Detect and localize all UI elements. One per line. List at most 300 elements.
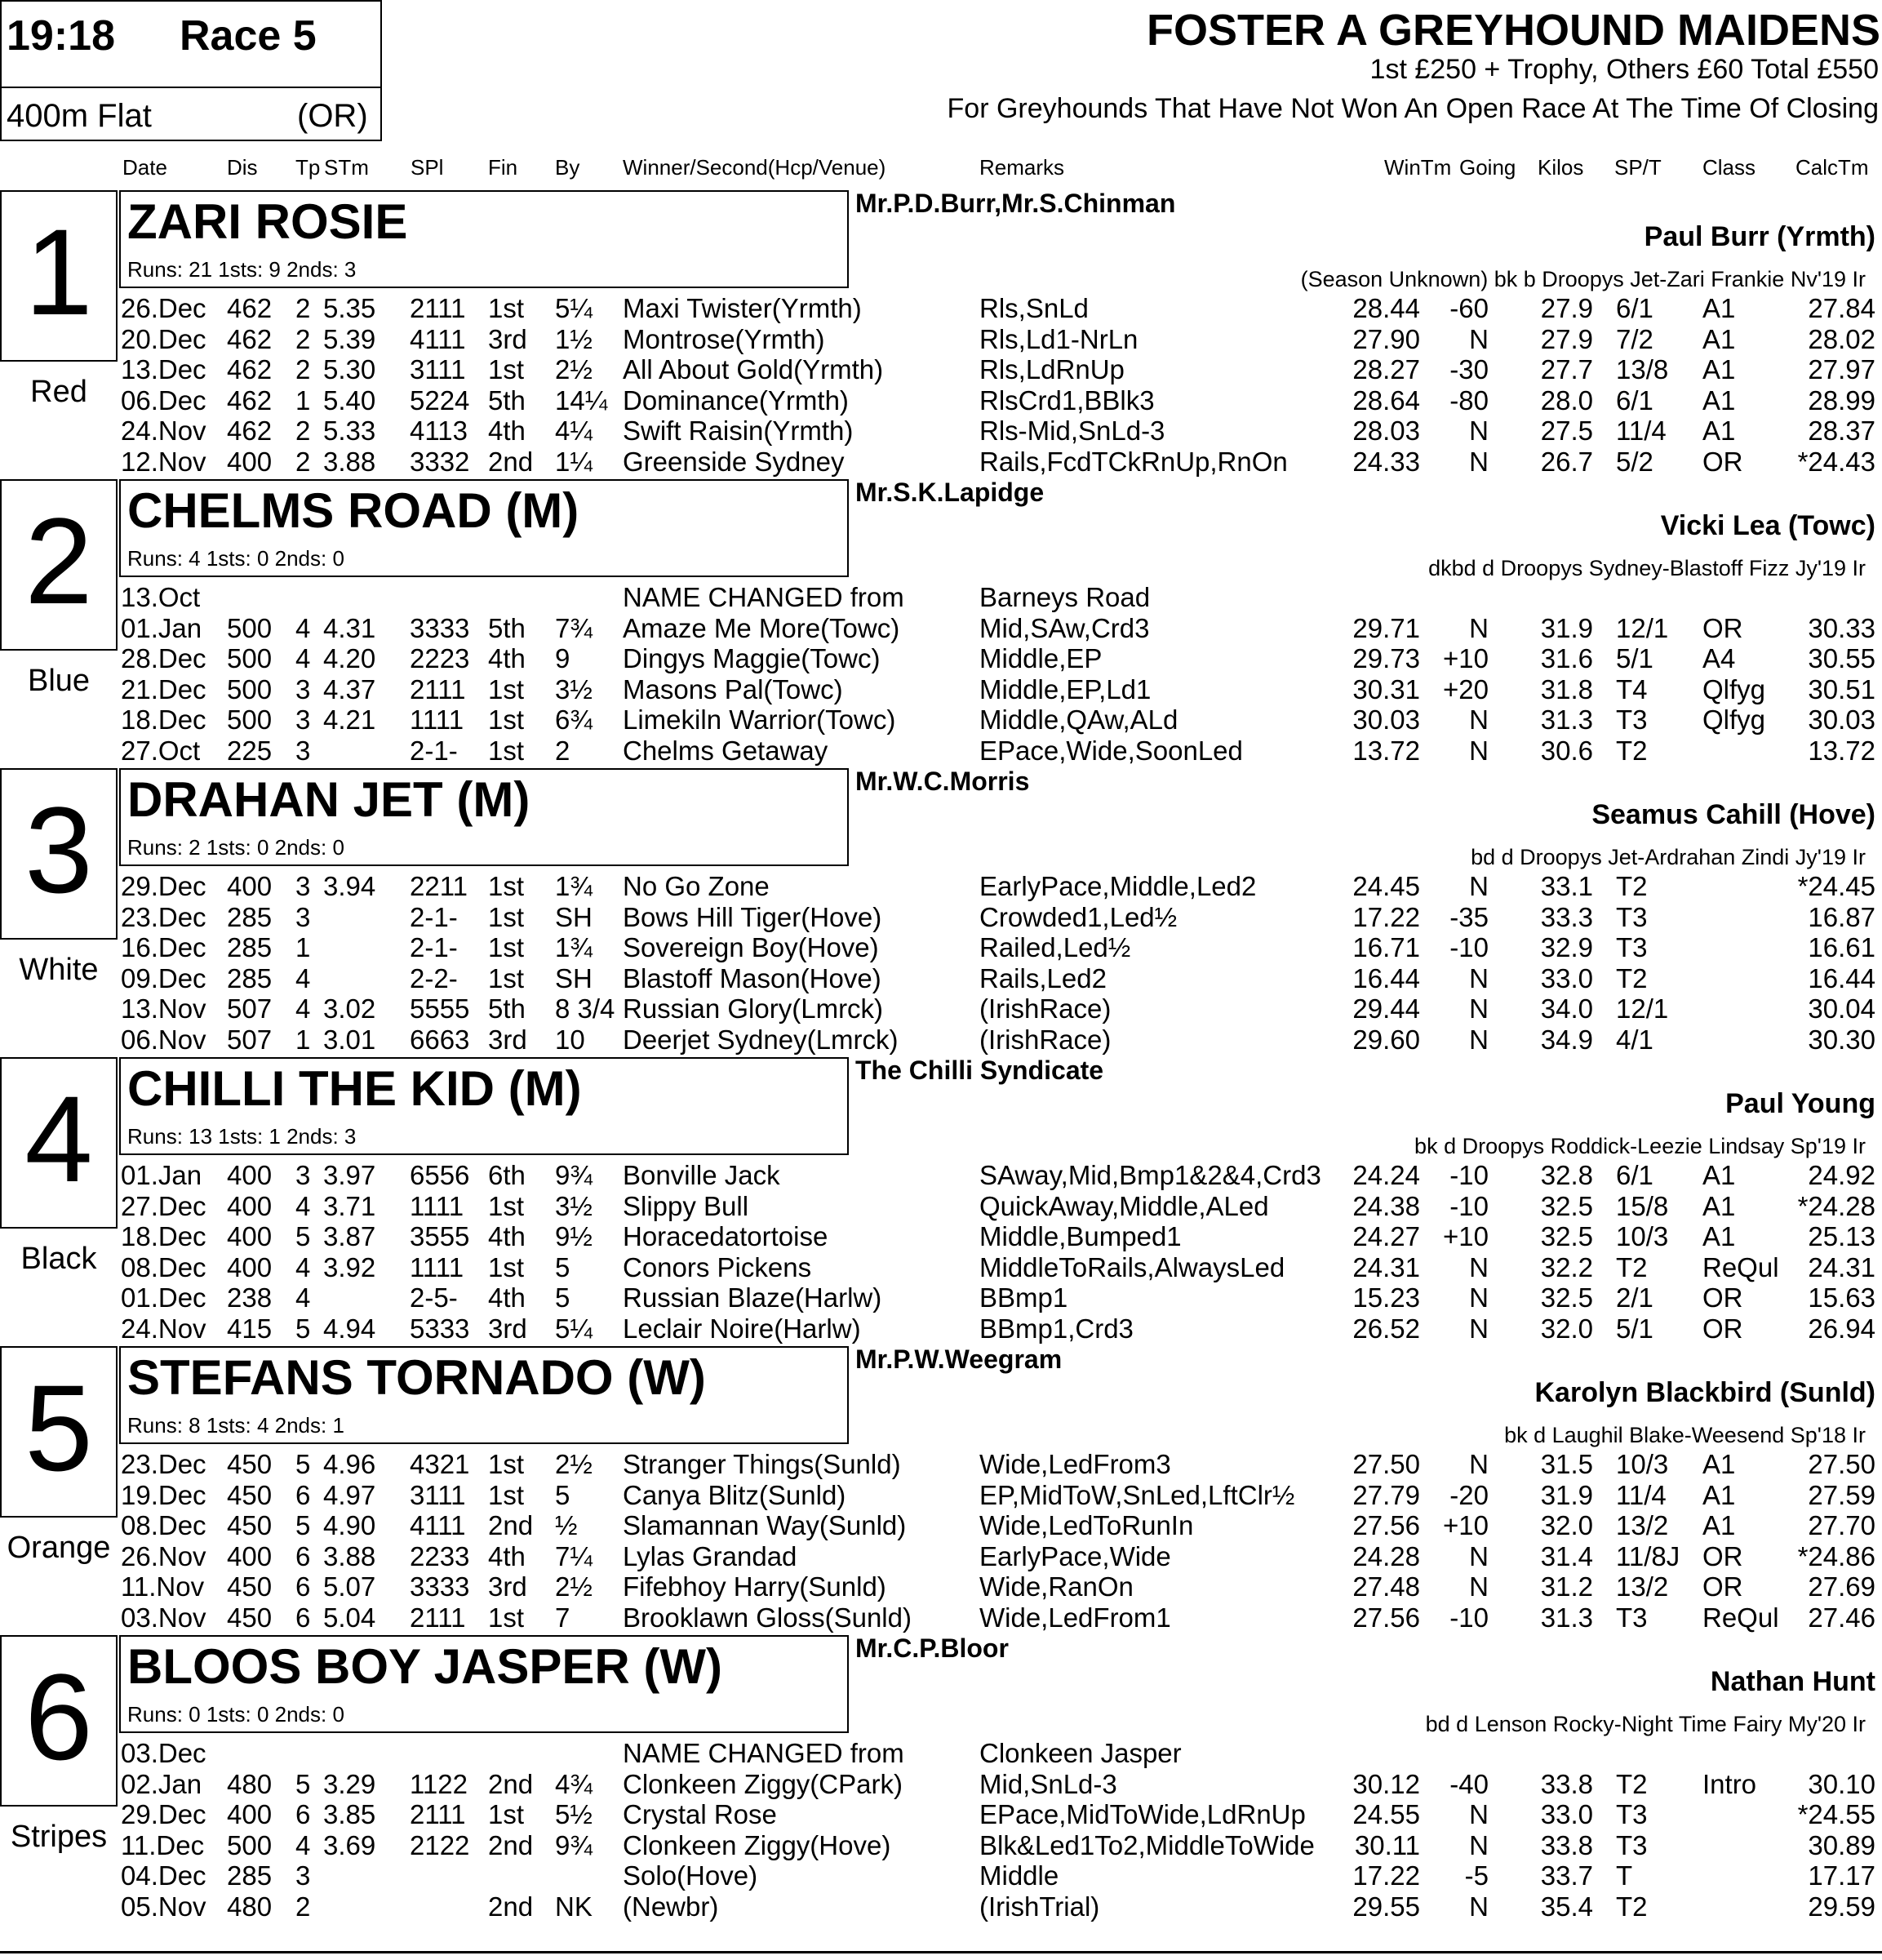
- form-distance-beaten: 5: [555, 1479, 570, 1510]
- form-sp: T2: [1616, 1891, 1648, 1922]
- form-trap: 5: [295, 1221, 311, 1251]
- form-positions: 2111: [410, 293, 466, 323]
- form-date: 27.Dec: [121, 1190, 206, 1221]
- form-calc-time: 30.10: [1808, 1768, 1875, 1799]
- form-winner: Russian Glory(Lmrck): [623, 993, 884, 1024]
- form-finish: 2nd: [488, 446, 534, 477]
- form-positions: 4111: [410, 1510, 466, 1540]
- race-title: FOSTER A GREYHOUND MAIDENS: [1146, 6, 1880, 55]
- breeding: dkbd d Droopys Sydney-Blastoff Fizz Jy'19 Ir: [1428, 556, 1866, 580]
- form-remarks: BBmp1,Crd3: [979, 1313, 1134, 1344]
- form-trap: 2: [295, 1891, 311, 1922]
- form-trap: 5: [295, 1510, 311, 1540]
- form-date: 08.Dec: [121, 1510, 206, 1540]
- form-remarks: Middle,QAw,ALd: [979, 704, 1178, 735]
- form-trap: 5: [295, 1768, 311, 1799]
- dog-runs: Runs: 0 1sts: 0 2nds: 0: [127, 1702, 344, 1727]
- form-date: 04.Dec: [121, 1860, 206, 1891]
- form-row: [0, 1282, 1882, 1313]
- form-going: N: [1469, 1313, 1489, 1344]
- form-sp: 11/4: [1616, 416, 1667, 446]
- form-calc-time: 27.59: [1808, 1479, 1875, 1510]
- form-going: N: [1469, 323, 1489, 354]
- form-positions: 5224: [410, 384, 470, 416]
- form-weight: 31.3: [1540, 1602, 1593, 1633]
- form-date: 16.Dec: [121, 932, 206, 962]
- form-finish: 5th: [488, 993, 526, 1024]
- form-positions: 1111: [410, 1251, 464, 1282]
- form-calc-time: 16.87: [1808, 901, 1875, 932]
- form-calc-time: 28.02: [1808, 323, 1875, 354]
- form-calc-time: *24.55: [1797, 1799, 1875, 1829]
- form-winner: Dingys Maggie(Towc): [623, 643, 881, 673]
- form-row: [0, 1313, 1882, 1344]
- form-sectional: 3.97: [323, 1160, 376, 1190]
- form-positions: 2-1-: [410, 932, 458, 962]
- form-win-time: 27.90: [1352, 323, 1420, 354]
- form-date: 24.Nov: [121, 416, 206, 446]
- race-conditions: For Greyhounds That Have Not Won An Open Race At The Time Of Closing: [947, 93, 1879, 124]
- form-trap: 6: [295, 1479, 311, 1510]
- form-finish: 2nd: [488, 1829, 534, 1860]
- form-sectional: 3.29: [323, 1768, 376, 1799]
- form-going: N: [1469, 1829, 1489, 1860]
- trap-number: 1: [24, 203, 93, 340]
- form-date: 11.Nov: [121, 1571, 205, 1602]
- form-win-time: 17.22: [1352, 901, 1420, 932]
- form-row: [0, 293, 1882, 323]
- form-class: A1: [1702, 323, 1736, 354]
- form-positions: 5333: [410, 1313, 470, 1344]
- form-remarks: Crowded1,Led½: [979, 901, 1178, 932]
- form-date: 23.Dec: [121, 1449, 206, 1479]
- form-weight: 33.0: [1540, 962, 1593, 993]
- form-sp: T2: [1616, 1768, 1648, 1799]
- form-winner: Deerjet Sydney(Lmrck): [623, 1024, 899, 1055]
- trainer: Nathan Hunt: [1710, 1666, 1875, 1697]
- form-going: -10: [1449, 1602, 1489, 1633]
- trap-color: Black: [20, 1242, 97, 1276]
- form-remarks: (IrishTrial): [979, 1891, 1100, 1922]
- col-dis: Dis: [227, 155, 258, 180]
- form-going: N: [1469, 1449, 1489, 1479]
- form-positions: 3111: [410, 1479, 466, 1510]
- runner-block-6: [0, 1635, 1882, 1924]
- trap-number: 2: [24, 492, 93, 629]
- form-distance: 400: [227, 1799, 273, 1829]
- form-win-time: 29.71: [1352, 612, 1420, 643]
- form-win-time: 27.56: [1352, 1510, 1420, 1540]
- form-sp: 11/8J: [1616, 1540, 1680, 1571]
- form-remarks: Clonkeen Jasper: [979, 1738, 1182, 1768]
- form-going: N: [1469, 1799, 1489, 1829]
- form-win-time: 28.44: [1352, 293, 1420, 323]
- form-sectional: 4.37: [323, 673, 376, 704]
- form-win-time: 16.44: [1352, 962, 1420, 993]
- form-weight: 31.9: [1540, 612, 1593, 643]
- form-winner: Limekiln Warrior(Towc): [623, 704, 896, 735]
- form-winner: Stranger Things(Sunld): [623, 1449, 901, 1479]
- form-sp: 6/1: [1616, 293, 1653, 323]
- form-finish: 1st: [488, 901, 525, 932]
- form-trap: 3: [295, 673, 311, 704]
- form-date: 20.Dec: [121, 323, 206, 354]
- form-remarks: Railed,Led½: [979, 932, 1131, 962]
- form-positions: 2-5-: [410, 1282, 458, 1313]
- form-distance: 480: [227, 1891, 273, 1922]
- form-row: [0, 902, 1882, 932]
- form-sp: T2: [1616, 871, 1648, 901]
- form-calc-time: 25.13: [1808, 1221, 1875, 1251]
- form-positions: 4111: [410, 323, 466, 354]
- form-sp: 11/4: [1616, 1479, 1667, 1510]
- form-sectional: 4.20: [323, 643, 376, 673]
- form-weight: 33.0: [1540, 1799, 1593, 1829]
- form-trap: 3: [295, 901, 311, 932]
- form-sectional: 5.40: [323, 384, 376, 416]
- form-trap: 3: [295, 735, 311, 766]
- form-trap: 4: [295, 1829, 311, 1860]
- form-positions: 2223: [410, 643, 470, 673]
- form-sp: 13/8: [1616, 354, 1669, 384]
- form-going: N: [1469, 962, 1489, 993]
- form-distance: 400: [227, 871, 273, 901]
- col-going: Going: [1459, 155, 1516, 180]
- form-trap: 1: [295, 384, 311, 416]
- form-winner: Canya Blitz(Sunld): [623, 1479, 846, 1510]
- form-winner: Greenside Sydney: [623, 446, 845, 477]
- form-calc-time: 27.97: [1808, 354, 1875, 384]
- form-win-time: 30.12: [1352, 1768, 1420, 1799]
- form-calc-time: 27.46: [1808, 1602, 1875, 1633]
- trap-color: Orange: [7, 1531, 111, 1565]
- form-win-time: 27.79: [1352, 1479, 1420, 1510]
- form-win-time: 24.38: [1352, 1190, 1420, 1221]
- form-finish: 2nd: [488, 1768, 534, 1799]
- form-winner: Russian Blaze(Harlw): [623, 1282, 882, 1313]
- form-weight: 33.3: [1540, 901, 1593, 932]
- form-win-time: 28.64: [1352, 384, 1420, 416]
- form-sectional: 4.90: [323, 1510, 376, 1540]
- form-going: +20: [1443, 673, 1489, 704]
- form-positions: 2-1-: [410, 735, 458, 766]
- race-prize: 1st £250 + Trophy, Others £60 Total £550: [1369, 54, 1879, 85]
- form-row: [0, 1541, 1882, 1571]
- form-row: [0, 1830, 1882, 1860]
- form-winner: Clonkeen Ziggy(Hove): [623, 1829, 891, 1860]
- form-date: 01.Jan: [121, 612, 202, 643]
- form-trap: 4: [295, 962, 311, 993]
- form-positions: 2111: [410, 1799, 466, 1829]
- form-row: [0, 643, 1882, 673]
- form-distance-beaten: 5¼: [555, 1313, 593, 1344]
- form-going: -5: [1464, 1860, 1489, 1891]
- dog-runs: Runs: 2 1sts: 0 2nds: 0: [127, 835, 344, 860]
- form-finish: 1st: [488, 1190, 525, 1221]
- form-calc-time: 16.44: [1808, 962, 1875, 993]
- form-trap: 2: [295, 416, 311, 446]
- form-date: 24.Nov: [121, 1313, 206, 1344]
- form-winner: Crystal Rose: [623, 1799, 777, 1829]
- trainer: Seamus Cahill (Hove): [1591, 799, 1875, 830]
- col-calctm: CalcTm: [1795, 155, 1869, 180]
- trap-color: White: [19, 953, 99, 987]
- form-remarks: Rls,LdRnUp: [979, 354, 1125, 384]
- form-trap: 3: [295, 704, 311, 735]
- form-win-time: 30.11: [1354, 1829, 1420, 1860]
- form-remarks: Barneys Road: [979, 582, 1151, 612]
- form-finish: 5th: [488, 384, 526, 416]
- form-remarks: (IrishRace): [979, 993, 1112, 1024]
- form-remarks: Rls,SnLd: [979, 293, 1089, 323]
- form-row: [0, 1769, 1882, 1799]
- form-trap: 6: [295, 1799, 311, 1829]
- form-distance-beaten: 7¾: [555, 612, 593, 643]
- form-distance-beaten: 5: [555, 1282, 570, 1313]
- form-going: +10: [1443, 1221, 1489, 1251]
- form-positions: 6663: [410, 1024, 470, 1055]
- breeding: bk d Laughil Blake-Weesend Sp'18 Ir: [1504, 1423, 1866, 1447]
- form-going: N: [1469, 704, 1489, 735]
- form-positions: 4113: [410, 416, 468, 446]
- form-trap: 5: [295, 1313, 311, 1344]
- form-calc-time: 27.50: [1808, 1449, 1875, 1479]
- form-win-time: 24.28: [1352, 1540, 1420, 1571]
- form-sp: 13/2: [1616, 1571, 1669, 1602]
- form-remarks: MiddleToRails,AlwaysLed: [979, 1251, 1285, 1282]
- form-finish: 4th: [488, 416, 526, 446]
- owner: The Chilli Syndicate: [855, 1056, 1104, 1085]
- form-calc-time: *24.28: [1797, 1190, 1875, 1221]
- form-win-time: 26.52: [1352, 1313, 1420, 1344]
- form-date: 05.Nov: [121, 1891, 206, 1922]
- form-positions: 3555: [410, 1221, 470, 1251]
- form-weight: 32.8: [1540, 1160, 1593, 1190]
- form-weight: 31.4: [1540, 1540, 1593, 1571]
- form-distance-beaten: 10: [555, 1024, 585, 1055]
- form-going: N: [1469, 1024, 1489, 1055]
- form-trap: 5: [295, 1449, 311, 1479]
- trap-color: Blue: [27, 664, 91, 698]
- form-calc-time: 13.72: [1808, 735, 1875, 766]
- form-finish: 1st: [488, 932, 525, 962]
- dog-name: BLOOS BOY JASPER (W): [127, 1639, 722, 1694]
- form-positions: 3332: [410, 446, 470, 477]
- form-weight: 32.2: [1540, 1251, 1593, 1282]
- form-row: [0, 1024, 1882, 1055]
- trainer: Paul Young: [1725, 1088, 1875, 1119]
- form-distance: 400: [227, 446, 273, 477]
- form-win-time: 28.27: [1352, 354, 1420, 384]
- form-calc-time: 26.94: [1808, 1313, 1875, 1344]
- form-going: N: [1469, 871, 1489, 901]
- form-weight: 33.8: [1540, 1768, 1593, 1799]
- form-finish: 1st: [488, 354, 525, 384]
- form-sectional: 5.35: [323, 293, 376, 323]
- dog-name-box: [119, 1057, 849, 1155]
- form-finish: 1st: [488, 1799, 525, 1829]
- form-trap: 1: [295, 1024, 311, 1055]
- form-finish: 2nd: [488, 1510, 534, 1540]
- form-finish: 1st: [488, 735, 525, 766]
- form-going: -80: [1449, 384, 1489, 416]
- form-date: 08.Dec: [121, 1251, 206, 1282]
- form-distance: 238: [227, 1282, 273, 1313]
- form-date: 18.Dec: [121, 704, 206, 735]
- form-trap: 6: [295, 1602, 311, 1633]
- form-win-time: 27.48: [1352, 1571, 1420, 1602]
- form-going: N: [1469, 446, 1489, 477]
- form-date: 12.Nov: [121, 446, 206, 477]
- form-remarks: Wide,LedToRunIn: [979, 1510, 1194, 1540]
- form-class: OR: [1702, 1571, 1743, 1602]
- race-info-box: [0, 0, 382, 141]
- form-winner: Leclair Noire(Harlw): [623, 1313, 861, 1344]
- form-weight: 33.1: [1540, 871, 1593, 901]
- form-distance: 507: [227, 1024, 273, 1055]
- form-going: +10: [1443, 1510, 1489, 1540]
- form-row: [0, 932, 1882, 962]
- form-sp: 12/1: [1616, 993, 1669, 1024]
- breeding: bk d Droopys Roddick-Leezie Lindsay Sp'19 Ir: [1414, 1134, 1866, 1158]
- col-tp: Tp: [295, 155, 321, 180]
- form-distance-beaten: 7¼: [555, 1540, 593, 1571]
- form-distance: 285: [227, 932, 273, 962]
- form-sectional: 4.96: [323, 1449, 376, 1479]
- form-positions: 2111: [410, 1602, 466, 1633]
- form-winner: Masons Pal(Towc): [623, 673, 843, 704]
- form-calc-time: 29.59: [1808, 1891, 1875, 1922]
- form-distance: 500: [227, 1829, 273, 1860]
- form-winner: Montrose(Yrmth): [623, 323, 825, 354]
- form-remarks: Blk&Led1To2,MiddleToWide: [979, 1829, 1315, 1860]
- form-remarks: Wide,RanOn: [979, 1571, 1134, 1602]
- form-row: [0, 736, 1882, 766]
- form-date: 11.Dec: [121, 1829, 205, 1860]
- form-distance-beaten: 7: [555, 1602, 570, 1633]
- form-calc-time: 30.30: [1808, 1024, 1875, 1055]
- form-calc-time: 24.92: [1808, 1160, 1875, 1190]
- owner: Mr.P.D.Burr,Mr.S.Chinman: [855, 189, 1176, 218]
- form-sp: 10/3: [1616, 1221, 1669, 1251]
- form-sp: T3: [1616, 901, 1648, 932]
- form-distance-beaten: 9½: [555, 1221, 593, 1251]
- form-distance: 462: [227, 384, 273, 416]
- form-trap: 4: [295, 1282, 311, 1313]
- form-date: 13.Oct: [121, 582, 201, 612]
- form-distance: 415: [227, 1313, 273, 1344]
- form-trap: 2: [295, 293, 311, 323]
- form-going: N: [1469, 416, 1489, 446]
- form-date: 03.Nov: [121, 1602, 206, 1633]
- form-win-time: 30.03: [1352, 704, 1420, 735]
- form-distance-beaten: 9: [555, 643, 570, 673]
- form-going: -40: [1449, 1768, 1489, 1799]
- form-date: 01.Dec: [121, 1282, 206, 1313]
- form-distance-beaten: 5: [555, 1251, 570, 1282]
- form-positions: 4321: [410, 1449, 470, 1479]
- form-distance-beaten: 2½: [555, 1571, 593, 1602]
- form-sectional: 3.02: [323, 993, 376, 1024]
- form-win-time: 30.31: [1352, 673, 1420, 704]
- form-winner: Blastoff Mason(Hove): [623, 962, 881, 993]
- form-weight: 34.0: [1540, 993, 1593, 1024]
- runner-block-2: [0, 479, 1882, 768]
- trainer: Karolyn Blackbird (Sunld): [1534, 1377, 1875, 1408]
- form-positions: 3333: [410, 612, 470, 643]
- form-distance-beaten: 9¾: [555, 1829, 593, 1860]
- form-winner: Fifebhoy Harry(Sunld): [623, 1571, 886, 1602]
- form-remarks: QuickAway,Middle,ALed: [979, 1190, 1269, 1221]
- col-class: Class: [1702, 155, 1756, 180]
- form-going: -10: [1449, 1160, 1489, 1190]
- form-class: OR: [1702, 612, 1743, 643]
- col-sp: SP/T: [1614, 155, 1662, 180]
- form-going: N: [1469, 1571, 1489, 1602]
- form-remarks: EPace,Wide,SoonLed: [979, 735, 1243, 766]
- form-win-time: 29.44: [1352, 993, 1420, 1024]
- form-remarks: Middle: [979, 1860, 1059, 1891]
- form-sp: 12/1: [1616, 612, 1669, 643]
- form-sp: T2: [1616, 735, 1648, 766]
- form-sp: T: [1616, 1860, 1633, 1891]
- form-winner: NAME CHANGED from: [623, 582, 904, 612]
- form-finish: 4th: [488, 1282, 526, 1313]
- form-calc-time: 30.03: [1808, 704, 1875, 735]
- form-row: [0, 324, 1882, 354]
- form-sp: 2/1: [1616, 1282, 1653, 1313]
- form-row: [0, 1160, 1882, 1190]
- form-distance: 400: [227, 1540, 273, 1571]
- form-date: 06.Nov: [121, 1024, 206, 1055]
- form-calc-time: 30.55: [1808, 643, 1875, 673]
- form-weight: 31.5: [1540, 1449, 1593, 1479]
- trap-number: 6: [24, 1648, 93, 1785]
- form-sectional: 3.71: [323, 1190, 376, 1221]
- form-sectional: 3.88: [323, 446, 376, 477]
- form-win-time: 16.71: [1352, 932, 1420, 962]
- form-distance: 500: [227, 704, 273, 735]
- form-win-time: 24.27: [1352, 1221, 1420, 1251]
- form-sp: T3: [1616, 1602, 1648, 1633]
- form-distance: 450: [227, 1449, 273, 1479]
- form-date: 13.Dec: [121, 354, 206, 384]
- runner-block-4: [0, 1057, 1882, 1346]
- form-class: Qlfyg: [1702, 673, 1766, 704]
- form-row: [0, 1571, 1882, 1602]
- form-sectional: 5.30: [323, 354, 376, 384]
- form-weight: 27.7: [1540, 354, 1593, 384]
- form-weight: 27.5: [1540, 416, 1593, 446]
- form-winner: Brooklawn Gloss(Sunld): [623, 1602, 912, 1633]
- dog-name: STEFANS TORNADO (W): [127, 1350, 706, 1405]
- form-winner: Clonkeen Ziggy(CPark): [623, 1768, 903, 1799]
- form-finish: 1st: [488, 1479, 525, 1510]
- form-distance-beaten: 2½: [555, 1449, 593, 1479]
- form-distance: 400: [227, 1251, 273, 1282]
- form-row: [0, 385, 1882, 416]
- form-remarks: Wide,LedFrom3: [979, 1449, 1171, 1479]
- form-winner: Maxi Twister(Yrmth): [623, 293, 862, 323]
- form-class: ReQul: [1702, 1251, 1779, 1282]
- form-positions: 6556: [410, 1160, 470, 1190]
- form-trap: 2: [295, 446, 311, 477]
- form-finish: 3rd: [488, 1571, 527, 1602]
- form-remarks: Middle,EP,Ld1: [979, 673, 1152, 704]
- trainer: Vicki Lea (Towc): [1660, 510, 1875, 541]
- form-weight: 31.9: [1540, 1479, 1593, 1510]
- form-date: 19.Dec: [121, 1479, 206, 1510]
